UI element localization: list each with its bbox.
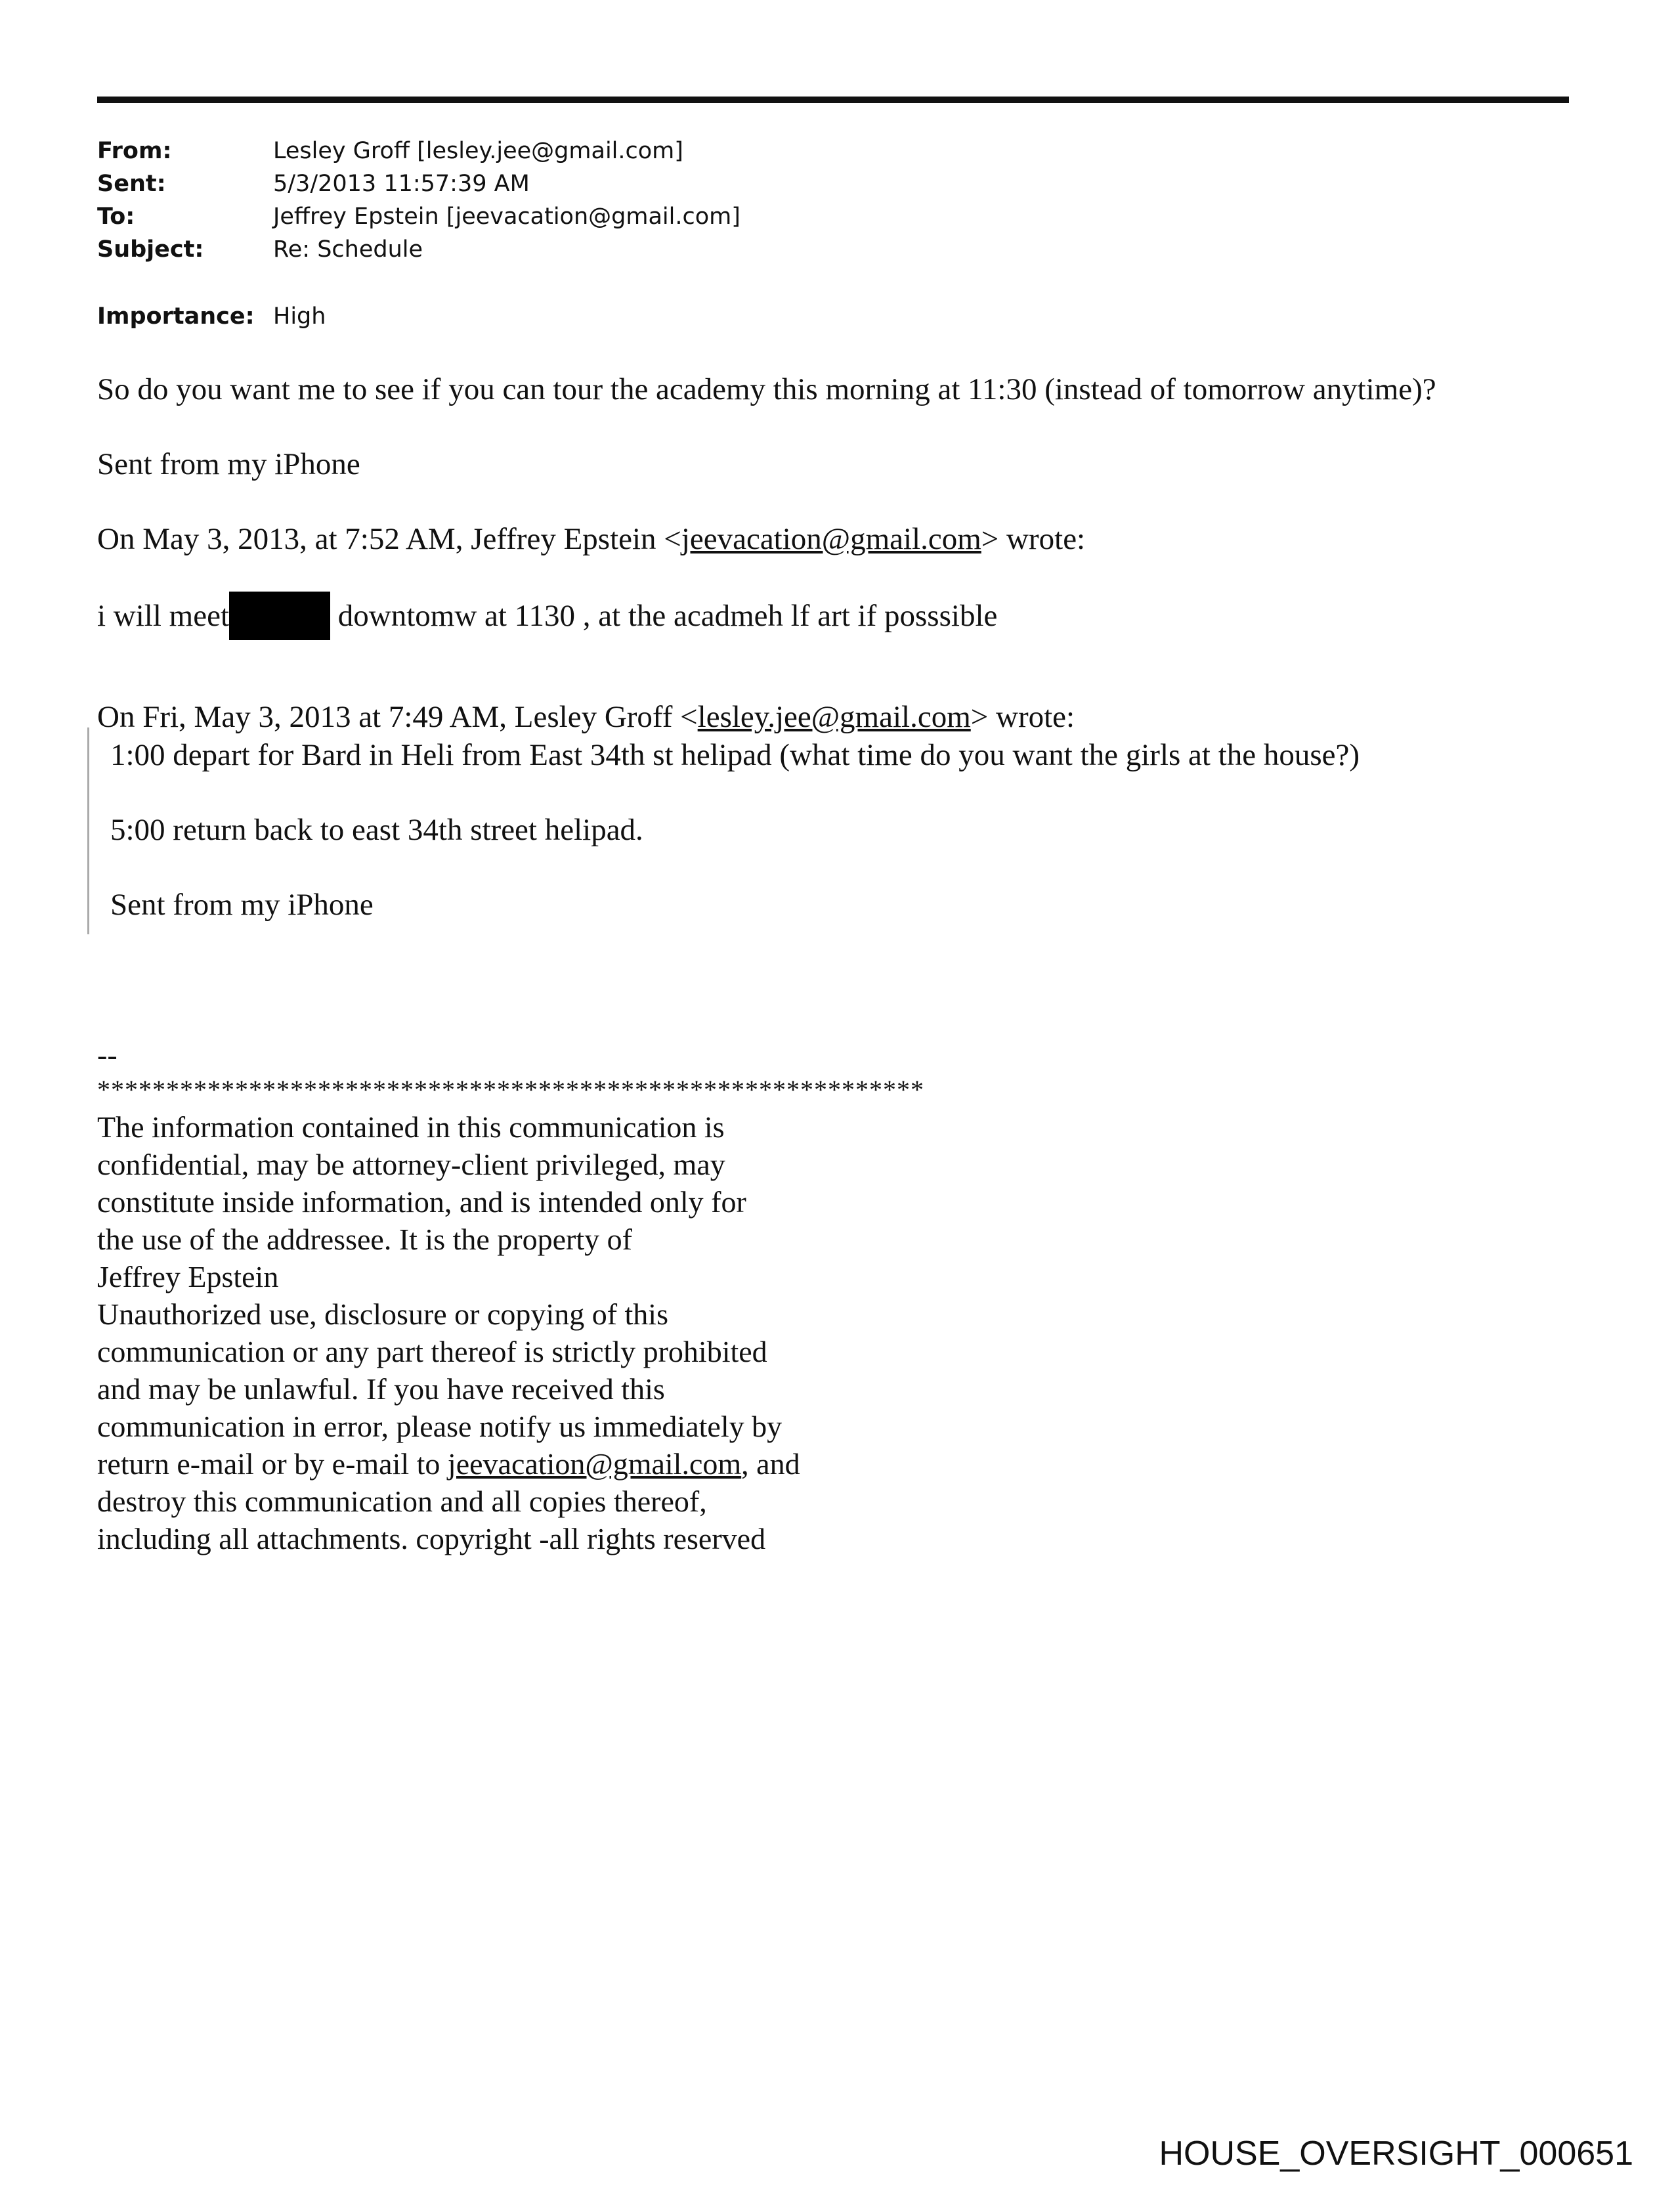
reply2-signature: Sent from my iPhone — [110, 888, 374, 922]
subject-value: Re: Schedule — [273, 236, 423, 263]
quote-bar — [87, 727, 89, 934]
reply2-intro-suffix: > wrote: — [970, 700, 1075, 734]
reply2-intro-prefix: On Fri, May 3, 2013 at 7:49 AM, Lesley Groff < — [97, 700, 698, 734]
from-label: From: — [97, 138, 172, 164]
reply1-email-link[interactable]: jeevacation@gmail.com — [681, 522, 981, 556]
from-value: Lesley Groff [lesley.jee@gmail.com] — [273, 138, 683, 164]
redaction-box — [229, 592, 330, 640]
sent-label: Sent: — [97, 171, 166, 197]
signature-separator: -- — [97, 1038, 118, 1072]
importance-label: Importance: — [97, 303, 255, 330]
header-rule — [97, 97, 1569, 103]
message-signature: Sent from my iPhone — [97, 447, 360, 481]
bates-number: HOUSE_OVERSIGHT_000651 — [1159, 2135, 1633, 2173]
disclaimer-part1: The information contained in this communication is confidential, may be attorney-client privileged, may constitute inside information, and is intended only for the use of the addressee. It is the property of Jeffrey Epstein Unauthorized use, disclosure or copying of this communication or any part thereof is strictly prohibited and may be unlawful. If you have received this communication in error, please notify us immediately by return e-mail or by e-mail to — [97, 1110, 783, 1481]
reply1-text — [97, 592, 997, 640]
subject-label: Subject: — [97, 236, 204, 263]
reply1-text-before: i will meet — [97, 599, 230, 633]
reply2-intro — [97, 699, 1075, 735]
sent-value: 5/3/2013 11:57:39 AM — [273, 171, 530, 197]
to-value: Jeffrey Epstein [jeevacation@gmail.com] — [273, 204, 740, 230]
message-line: So do you want me to see if you can tour the academy this morning at 11:30 (instead of tomorrow anytime)? — [97, 372, 1436, 406]
asterisk-rule: ************************************************************ — [97, 1075, 924, 1104]
importance-value: High — [273, 303, 326, 330]
to-label: To: — [97, 204, 135, 230]
reply1-intro — [97, 521, 1085, 557]
confidentiality-disclaimer — [97, 1108, 800, 1557]
reply1-intro-suffix: > wrote: — [981, 522, 1086, 556]
reply1-text-after: downtomw at 1130 , at the acadmeh lf art if posssible — [330, 599, 998, 633]
reply1-intro-prefix: On May 3, 2013, at 7:52 AM, Jeffrey Epstein < — [97, 522, 681, 556]
reply2-line2: 5:00 return back to east 34th street helipad. — [110, 813, 643, 847]
reply2-email-link[interactable]: lesley.jee@gmail.com — [697, 700, 971, 734]
disclaimer-part2: , and destroy this communication and all copies thereof, including all attachments. copyright -all rights reserved — [97, 1447, 800, 1555]
reply2-line1: 1:00 depart for Bard in Heli from East 34th st helipad (what time do you want the girls at the house?) — [110, 738, 1360, 772]
disclaimer-email-link[interactable]: jeevacation@gmail.com — [447, 1447, 742, 1481]
